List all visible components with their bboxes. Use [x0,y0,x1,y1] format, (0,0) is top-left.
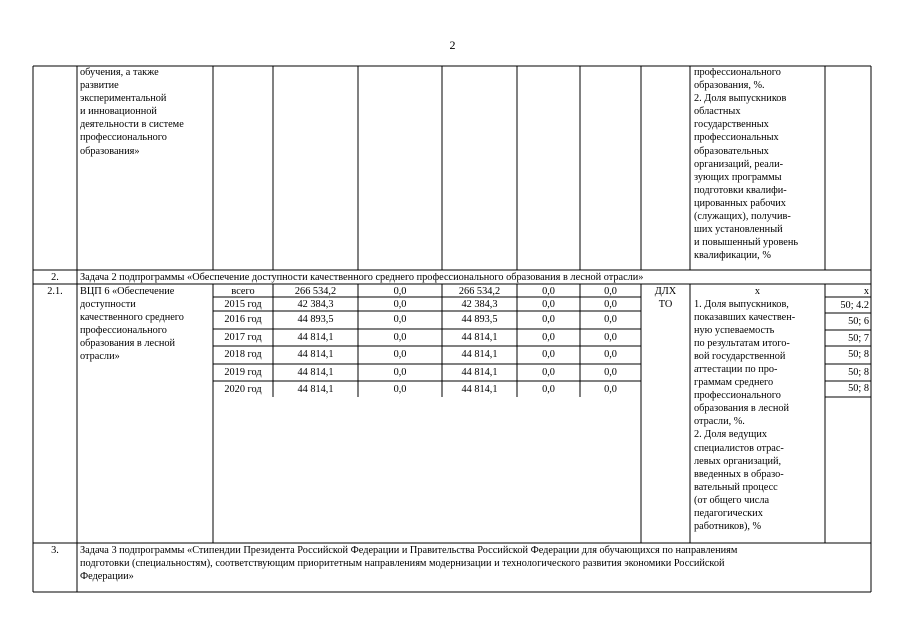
indicator-line: введенных в образо- [694,468,784,480]
indicator-line: образования в лесной [694,403,790,415]
total-cell: 44 814,1 [297,332,334,343]
other-cell: 0,0 [604,366,617,378]
federal-cell: 0,0 [393,366,407,378]
vcp-name-line: качественного среднего [80,311,184,323]
total-cell: 266 534,2 [294,285,337,297]
cont-indicator-line: 2. Доля выпускников [694,93,787,105]
other-cell: 0,0 [604,332,617,343]
local-cell: 0,0 [542,383,555,395]
other-cell: 0,0 [604,314,617,325]
task3-line: Федерации» [80,571,134,583]
local-cell: 0,0 [542,285,555,297]
task2-title: Задача 2 подпрограммы «Обеспечение доступности качественного среднего профессионального образования в лесной отрасли» [80,271,644,283]
cont-indicator-line: образования, %. [694,80,765,92]
federal-cell: 0,0 [393,285,407,297]
year-cell: 2018 год [224,349,262,360]
vcp-name-line: доступности [80,298,136,310]
indicator-cell [694,298,795,534]
other-cell: 0,0 [604,383,617,395]
vcp-name-line: ВЦП 6 «Обеспечение [80,285,175,297]
cont-indicator-line: организаций, реали- [694,158,784,170]
year-cell: всего [231,285,255,297]
regional-cell: 44 814,1 [461,383,498,395]
indicator-value: 50; 8 [848,349,869,360]
indicator-value: х [863,285,869,297]
total-cell: 42 384,3 [297,298,334,310]
indicator-line: 1. Доля выпускников, [694,298,789,310]
indicator-line: вательный процесс [694,481,778,493]
other-cell: 0,0 [604,349,617,360]
federal-cell: 0,0 [393,383,407,395]
cont-name-line: обучения, а также [80,67,159,78]
other-cell: 0,0 [604,285,617,297]
indicator-line: педагогических [694,508,763,519]
task3-title [80,544,737,583]
indicator-line: 2. Доля ведущих [694,429,767,441]
federal-cell: 0,0 [393,332,407,343]
cont-indicator-line: ших установленный [694,224,783,236]
year-cell: 2020 год [224,383,262,395]
indicator-line: показавших качествен- [694,311,796,323]
local-cell: 0,0 [542,298,555,310]
indicator-line: аттестации по про- [694,363,778,375]
total-cell: 44 814,1 [297,383,334,395]
total-cell: 44 814,1 [297,349,334,360]
cont-indicator-line: профессионального [694,67,781,78]
indicator-line: граммам среднего [694,377,774,389]
indicator-line: вой государственной [694,350,786,362]
indicator-line: профессионального [694,390,781,402]
cont-indicator-cell [694,66,798,262]
indicator-value: 50; 6 [848,316,869,327]
regional-cell: 266 534,2 [458,285,501,297]
local-cell: 0,0 [542,332,555,343]
year-cell: 2016 год [224,314,262,325]
cont-name-line: развитие [80,80,119,92]
cont-indicator-line: (служащих), получив- [694,211,791,223]
cont-name-line: деятельности в системе [80,119,184,131]
other-cell: 0,0 [604,298,617,310]
vcp-name-cell [80,285,184,364]
local-cell: 0,0 [542,366,555,378]
cont-indicator-line: профессиональных [694,132,779,144]
executor-line: ТО [658,298,673,310]
cont-name-line: и инновационной [80,106,157,118]
task2-number: 2. [51,271,59,283]
total-cell: 44 814,1 [297,366,334,378]
page-number: 2 [449,38,456,52]
cont-indicator-line: и повышенный уровень [694,237,799,249]
federal-cell: 0,0 [393,314,407,325]
indicator-line: ную успеваемость [694,324,775,336]
regional-cell: 42 384,3 [461,298,498,310]
cont-indicator-line: образовательных [694,145,769,157]
cont-indicator-line: подготовки квалифи- [694,184,787,196]
indicator-line: (от общего числа [694,494,770,506]
vcp-name-line: профессионального [80,324,167,336]
indicator-value: 50; 7 [848,332,869,344]
total-cell: 44 893,5 [297,314,334,325]
regional-cell: 44 814,1 [461,366,498,378]
indicator-header: х [754,285,761,297]
indicator-line: работников), % [694,521,762,533]
indicator-value: 50; 4.2 [840,299,869,311]
local-cell: 0,0 [542,349,555,360]
task3-line: Задача 3 подпрограммы «Стипендии Президента Российской Федерации и Правительства Российской Федерации для обучающихся по направлениям [80,545,738,556]
local-cell: 0,0 [542,314,555,325]
indicator-line: левых организаций, [694,455,782,467]
cont-indicator-line: областных [694,106,741,118]
task3-number: 3. [51,545,59,556]
regional-cell: 44 814,1 [461,349,498,360]
indicator-value: 50; 8 [848,383,869,394]
indicator-value: 50; 8 [848,366,869,378]
federal-cell: 0,0 [393,298,407,310]
cont-name-line: образования» [80,145,140,157]
year-cell: 2019 год [224,366,262,378]
year-cell: 2015 год [224,298,262,310]
vcp-name-line: отрасли» [80,350,120,362]
cont-name-line: экспериментальной [80,93,167,105]
cont-name-line: профессионального [80,132,167,144]
federal-cell: 0,0 [393,349,407,360]
cont-indicator-line: цированных рабочих [694,197,786,209]
regional-cell: 44 893,5 [461,314,498,325]
executor-cell [641,285,690,311]
indicator-line: специалистов отрас- [694,442,784,454]
vcp-number: 2.1. [47,285,63,297]
indicator-line: по результатам итого- [694,337,790,349]
cont-name-cell [80,66,184,158]
cont-indicator-line: государственных [694,119,769,131]
task3-line: подготовки (специальностям), соответствующим приоритетным направлениям модернизации и технологического развития экономики Российской [80,558,725,570]
cont-indicator-line: квалификации, % [694,250,771,262]
year-cell: 2017 год [224,332,262,343]
cont-indicator-line: зующих программы [694,171,782,183]
executor-line: ДЛХ [654,285,677,297]
indicator-line: отрасли, %. [694,416,745,428]
vcp-name-line: образования в лесной [80,337,176,349]
regional-cell: 44 814,1 [461,332,498,343]
